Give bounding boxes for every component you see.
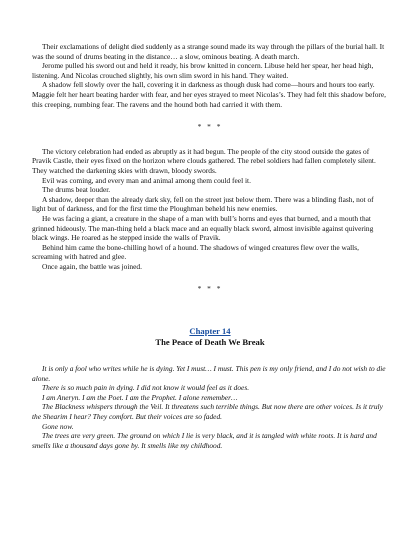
paragraph: Behind him came the bone-chilling howl of a hound. The shadows of winged creatures flew over the walls, screaming with hatred and glee. xyxy=(32,242,359,262)
italic-paragraph: Gone now. xyxy=(42,421,74,431)
paragraph: The drums beat louder. xyxy=(42,185,111,195)
paragraph: Jerome pulled his sword out and held it ready, his brow knitted in concern. Libuse held her spear, her head high, listening. And Nicolas crouched slightly, his own slim sword in his hand. They waited. xyxy=(32,61,374,80)
paragraph: A shadow fell slowly over the hall, covering it in darkness as though dusk had come—hours and hours too early. Maggie felt her heart beating harder with fear, and her eyes strayed to meet Nicolas’s. They had felt this shadow before, this creeping, numbing fear. The ravens and the hound both had carried it with them. xyxy=(32,80,386,109)
italic-paragraph: The Blackness whispers through the Veil. It threatens such terrible things. But now there are other voices. Is it truly the Shearim I hear? They comfort. But their voices are so faded. xyxy=(32,402,383,422)
chapter-title: The Peace of Death We Break xyxy=(155,337,265,348)
chapter-number-link[interactable]: Chapter 14 xyxy=(189,326,231,337)
scene-separator: * * * xyxy=(197,122,223,132)
paragraph: A shadow, deeper than the already dark sky, fell on the street just below them. There was a blinding flash, not of light but of darkness, and for the first time the Ploughman beheld his new enemies. xyxy=(32,194,374,214)
paragraph: He was facing a giant, a creature in the shape of a man with bull’s horns and eyes that burned, and a mouth that grinned hideously. The man-thing held a black mace and an equally black sword, almost invisible against quivering black wings. He roared as he stepped inside the walls of Pravik. xyxy=(32,213,374,243)
page-content xyxy=(32,42,388,450)
italic-paragraph: It is only a fool who writes while he is dying. Yet I must… I must. This pen is my only friend, and I do not wish to die alone. xyxy=(32,364,386,383)
scene-separator: * * * xyxy=(197,284,223,294)
paragraph: Once again, the battle was joined. xyxy=(42,261,142,271)
paragraph: Evil was coming, and every man and animal among them could feel it. xyxy=(42,175,251,185)
paragraph: The victory celebration had ended as abruptly as it had begun. The people of the city stood outside the gates of Pravik Castle, their eyes fixed on the horizon where clouds gathered. The rebel soldiers had fallen completely silent. They watched the darkening skies with drawn, bloody swords. xyxy=(32,146,376,175)
italic-paragraph: I am Aneryn. I am the Poet. I am the Prophet. I alone remember… xyxy=(42,392,238,402)
italic-paragraph: The trees are very green. The ground on which I lie is very black, and it is tangled with white roots. It is hard and smells like a thousand days gone by. It smells like my childhood. xyxy=(32,431,377,450)
italic-paragraph: There is so much pain in dying. I did not know it would feel as it does. xyxy=(42,383,250,393)
paragraph: Their exclamations of delight died suddenly as a strange sound made its way through the pillars of the burial hall. It was the sound of drums beating in the distance… a slow, ominous beating. A death march. xyxy=(32,42,385,61)
